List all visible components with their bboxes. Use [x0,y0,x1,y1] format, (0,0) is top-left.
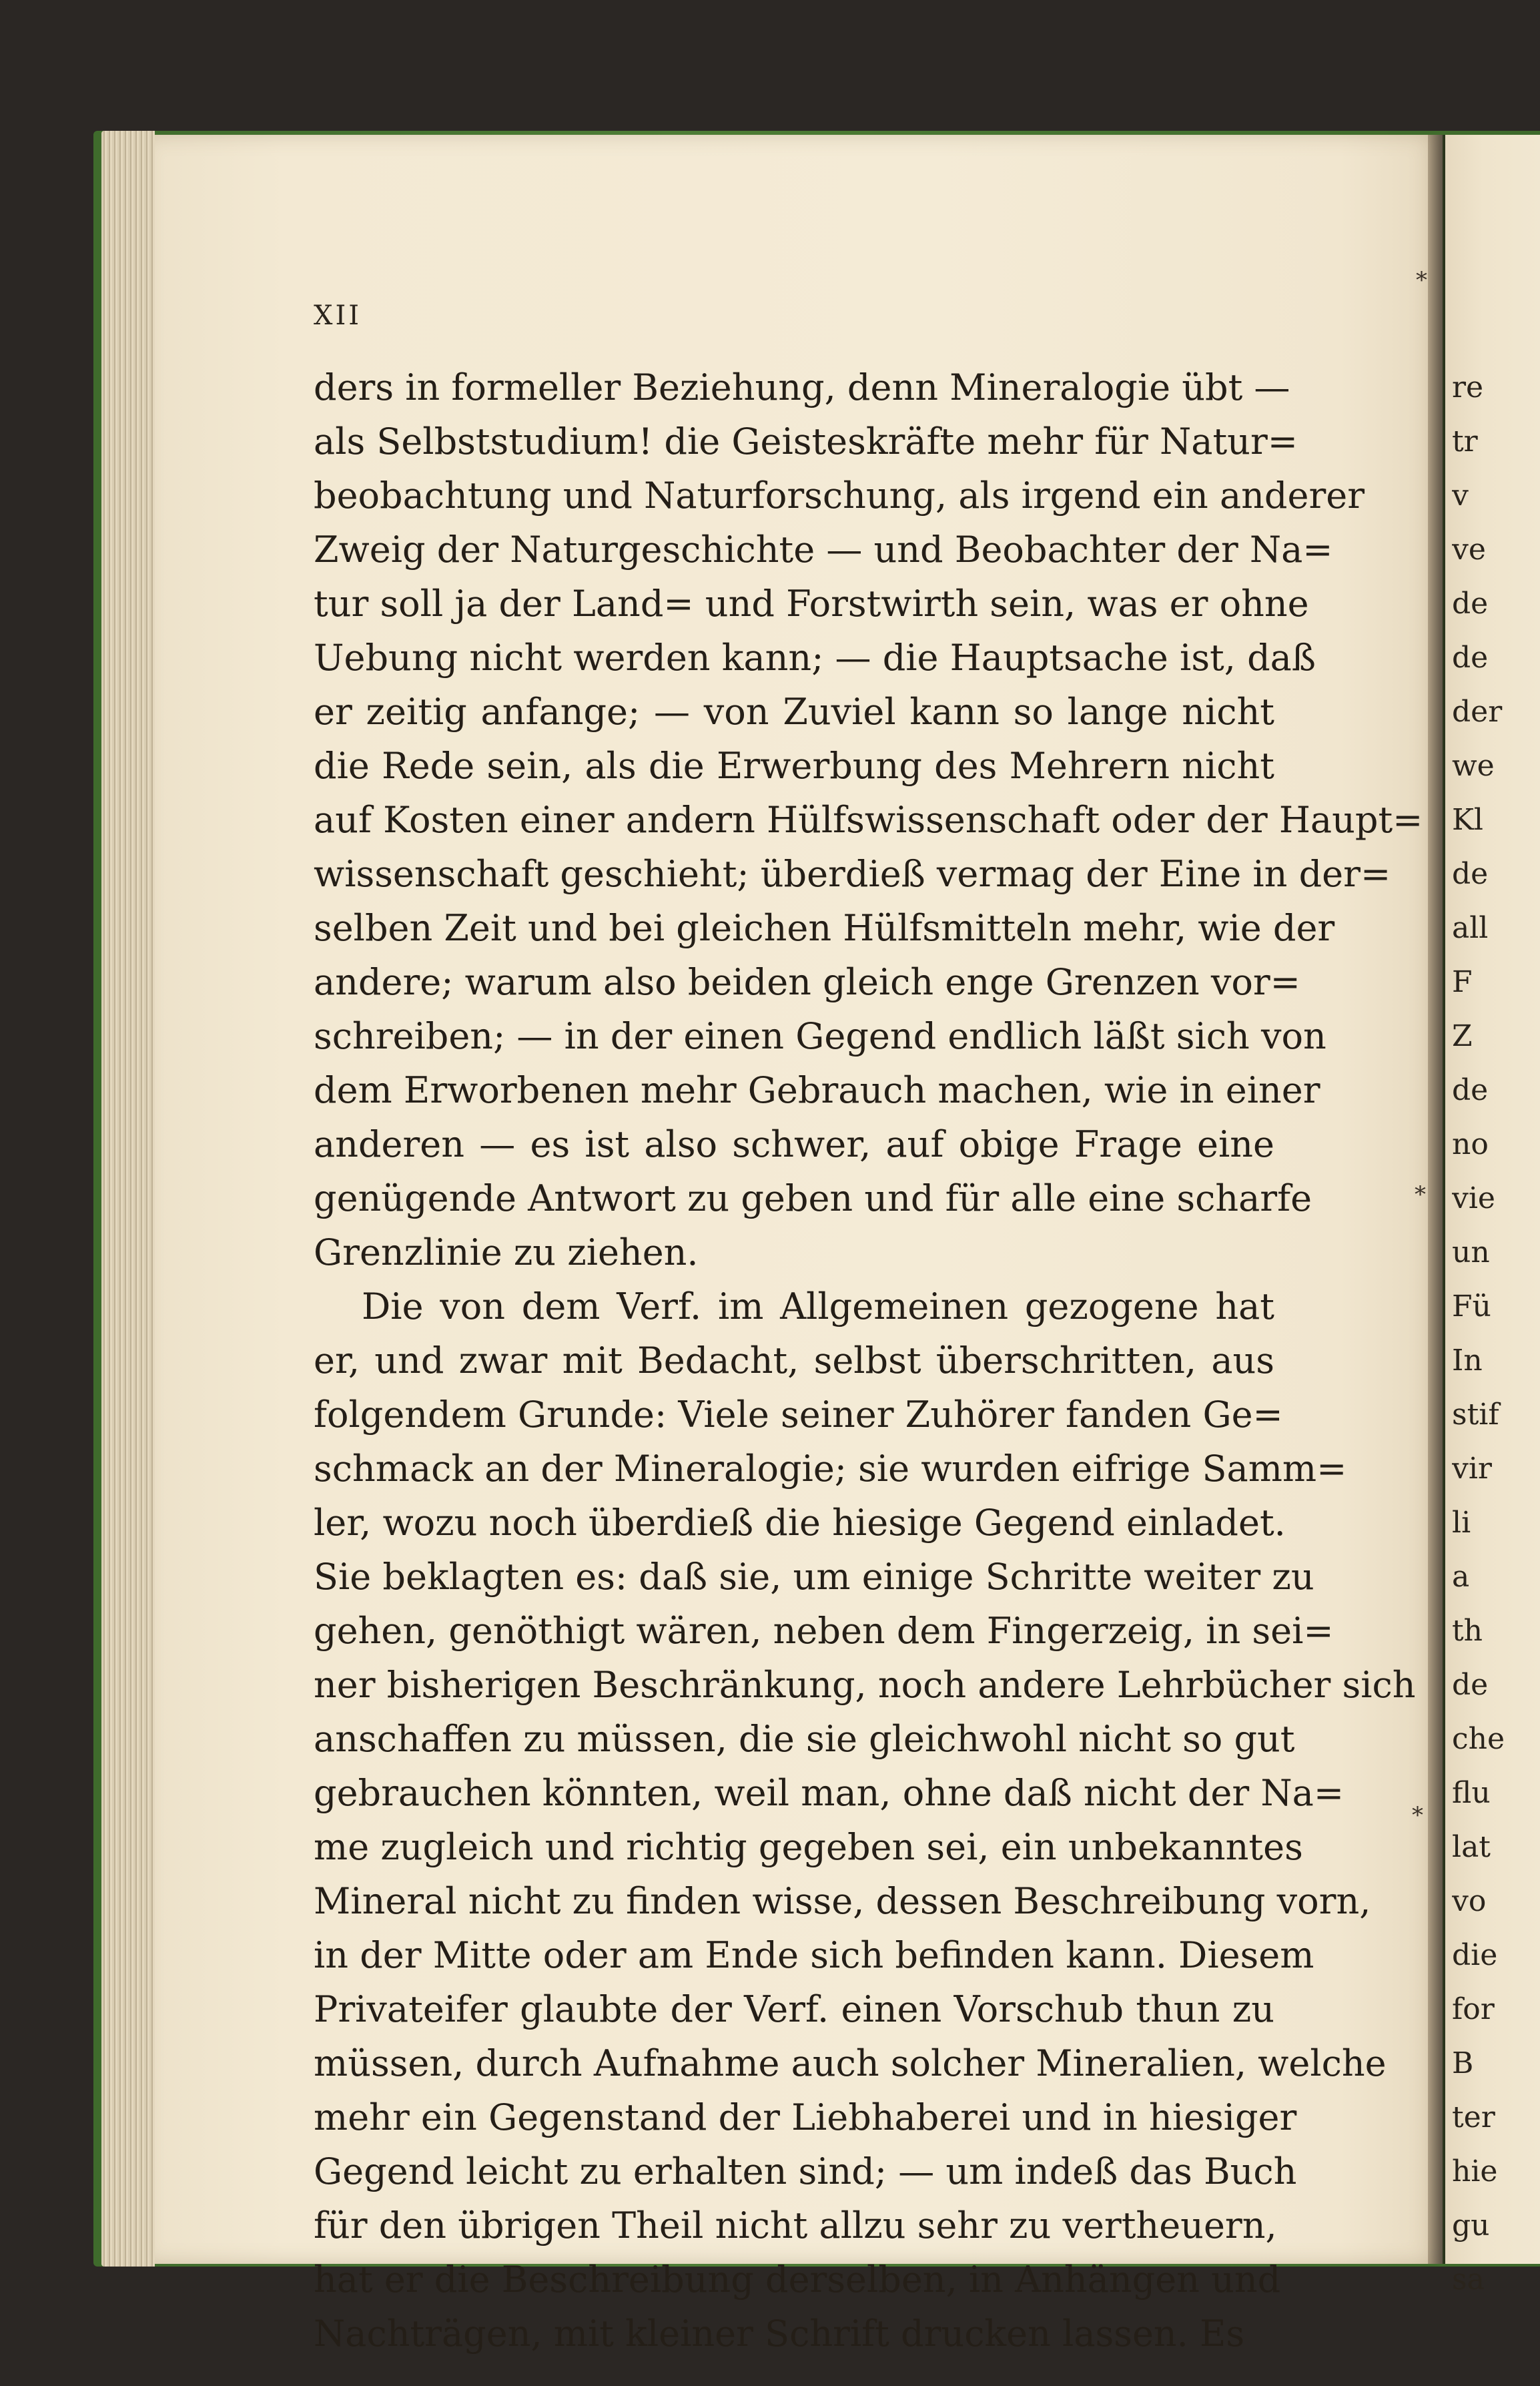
text-line: Die von dem Verf. im Allgemeinen gezogene hat [362,1285,1274,1327]
facing-page-fragment: tr [1452,424,1478,459]
facing-page-fragment: che [1452,1722,1505,1756]
facing-page-fragment: vie [1452,1181,1495,1215]
text-line: Zweig der Naturgeschichte — und Beobachter der Na= [314,529,1333,571]
text-line: Gegend leicht zu erhalten sind; — um indeß das Buch [314,2150,1297,2192]
facing-page-fragment: re [1452,370,1484,404]
facing-page-fragment: th [1452,1614,1483,1648]
text-line: hat er die Beschreibung derselben, in Anhängen und [314,2259,1281,2301]
margin-mark: * [1416,267,1427,294]
facing-page-fragment: hie [1452,2154,1498,2188]
facing-page-fragment: die [1452,1938,1498,1972]
text-line: müssen, durch Aufnahme auch solcher Mineralien, welche [314,2042,1387,2084]
text-line: schmack an der Mineralogie; sie wurden eifrige Samm= [314,1448,1347,1490]
facing-page-fragment: stif [1452,1398,1499,1432]
facing-page-fragment: li [1452,1506,1471,1540]
facing-page-fragment: vo [1452,1884,1487,1918]
facing-page-fragment: Fü [1452,1289,1491,1323]
text-line: in der Mitte oder am Ende sich befinden kann. Diesem [314,1934,1314,1976]
facing-page-fragment: flu [1452,1776,1491,1810]
facing-page-fragment: Z [1452,1019,1473,1053]
text-line: Nachträgen, mit kleiner Schrift drucken lassen. Es [314,2313,1245,2355]
text-line: me zugleich und richtig gegeben sei, ein unbekanntes [314,1826,1303,1868]
facing-page-fragment: all [1452,911,1489,945]
text-line: dem Erworbenen mehr Gebrauch machen, wie in einer [314,1069,1320,1111]
text-line: Privateifer glaubte der Verf. einen Vorschub thun zu [314,1988,1274,2030]
text-line: folgendem Grunde: Viele seiner Zuhörer fanden Ge= [314,1394,1283,1436]
facing-page-fragment: a [1452,1560,1470,1594]
text-line: die Rede sein, als die Erwerbung des Mehrern nicht [314,745,1274,787]
margin-mark: * [1415,1181,1426,1208]
text-line: andere; warum also beiden gleich enge Grenzen vor= [314,961,1300,1003]
facing-page-fragment: F [1452,965,1473,999]
text-line: für den übrigen Theil nicht allzu sehr zu vertheuern, [314,2204,1277,2247]
facing-page-fragment: un [1452,1235,1490,1269]
facing-page-fragment: ter [1452,2100,1495,2134]
text-line: Mineral nicht zu finden wisse, dessen Beschreibung vorn, [314,1880,1371,1922]
text-line: Uebung nicht werden kann; — die Hauptsache ist, daß [314,637,1316,679]
text-line: er zeitig anfange; — von Zuviel kann so lange nicht [314,691,1274,733]
text-line: auf Kosten einer andern Hülfswissenschaft oder der Haupt= [314,799,1423,841]
text-line: selben Zeit und bei gleichen Hülfsmitteln mehr, wie der [314,907,1335,949]
facing-page-fragment: we [1452,749,1495,783]
facing-page-fragment: de [1452,857,1489,891]
facing-page-fragment: de [1452,1073,1489,1107]
facing-page-fragment: In [1452,1344,1483,1378]
facing-page-fragment: Kl [1452,803,1483,837]
facing-page-fragment: for [1452,1992,1495,2026]
page-edges [101,131,155,2267]
text-line: genügende Antwort zu geben und für alle eine scharfe [314,1177,1312,1219]
facing-page-fragment: de [1452,587,1489,621]
text-line: gebrauchen könnten, weil man, ohne daß nicht der Na= [314,1772,1344,1814]
text-line: er, und zwar mit Bedacht, selbst überschritten, aus [314,1339,1274,1382]
text-line: mehr ein Gegenstand der Liebhaberei und in hiesiger [314,2096,1297,2138]
text-line: als Selbststudium! die Geisteskräfte mehr für Natur= [314,420,1298,463]
facing-page-fragment: gu [1452,2208,1490,2243]
facing-page-fragment: lat [1452,1830,1491,1864]
text-line: ders in formeller Beziehung, denn Mineralogie übt — [314,366,1290,408]
facing-page-fragment: der [1452,695,1503,729]
facing-page-fragment: vir [1452,1452,1492,1486]
facing-page-fragment: de [1452,1668,1489,1702]
text-line: wissenschaft geschieht; überdieß vermag der Eine in der= [314,853,1391,895]
facing-page-fragment: B [1452,2046,1474,2080]
text-line: ler, wozu noch überdieß die hiesige Gegend einladet. [314,1502,1286,1544]
text-line: ner bisherigen Beschränkung, noch andere Lehrbücher sich [314,1664,1416,1706]
page-number: XII [314,300,362,331]
facing-page-fragment: v [1452,479,1469,513]
facing-page-fragment: ve [1452,533,1486,567]
text-line: anderen — es ist also schwer, auf obige Frage eine [314,1123,1274,1165]
facing-page-fragment: sa [1452,2263,1485,2297]
text-line: Sie beklagten es: daß sie, um einige Schritte weiter zu [314,1556,1314,1598]
book-gutter [1428,135,1445,2264]
text-line: schreiben; — in der einen Gegend endlich läßt sich von [314,1015,1326,1057]
text-line: gehen, genöthigt wären, neben dem Fingerzeig, in sei= [314,1610,1334,1652]
text-line: anschaffen zu müssen, die sie gleichwohl nicht so gut [314,1718,1295,1760]
body-text [314,360,1423,2361]
text-line: tur soll ja der Land= und Forstwirth sein, was er ohne [314,583,1309,625]
text-line: Grenzlinie zu ziehen. [314,1231,699,1273]
margin-mark: * [1412,1802,1423,1829]
facing-page-text-fragments [1452,360,1539,2307]
facing-page-fragment: de [1452,641,1489,675]
text-line: beobachtung und Naturforschung, als irgend ein anderer [314,475,1365,517]
facing-page-fragment: no [1452,1127,1489,1161]
